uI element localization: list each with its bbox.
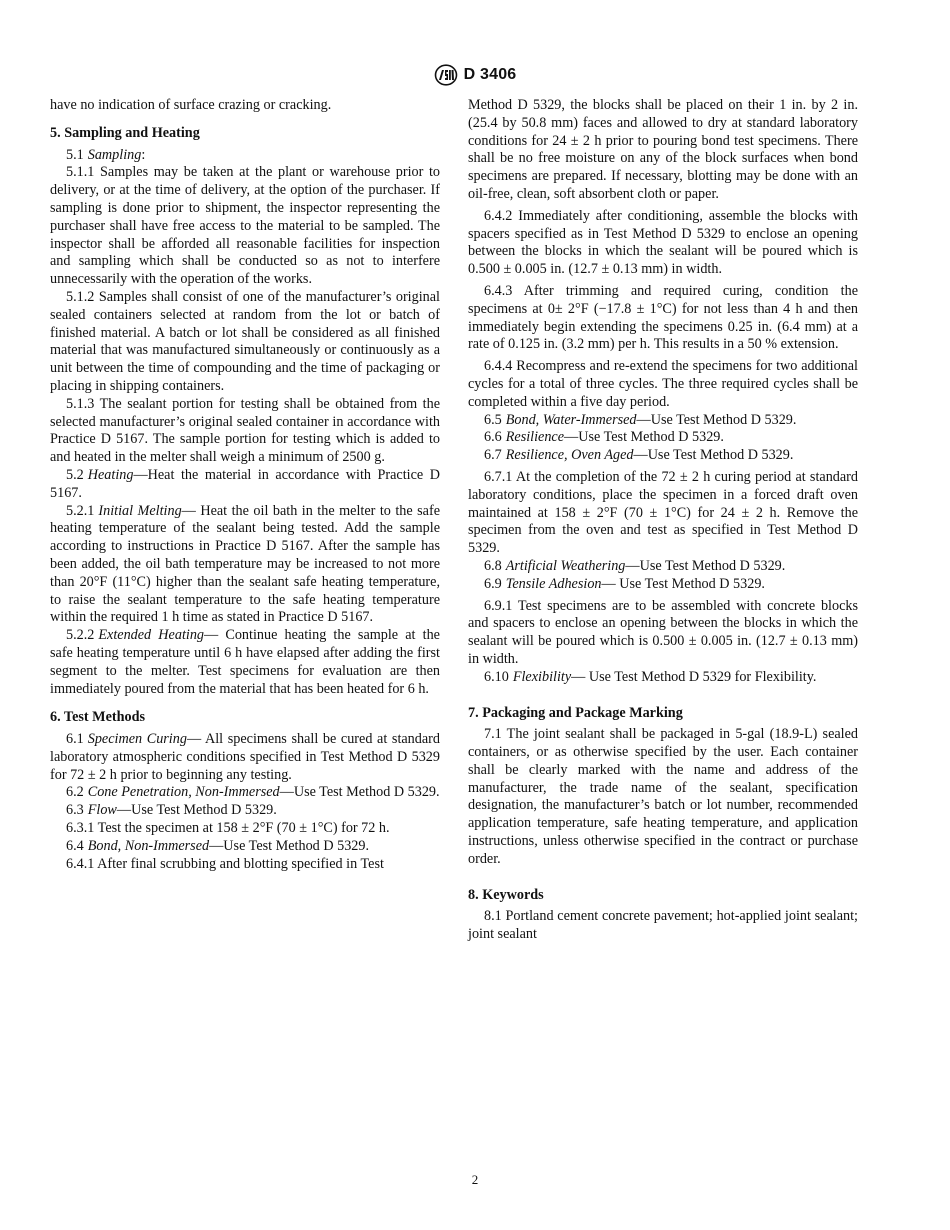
continued-paragraph-6-4-1: Method D 5329, the blocks shall be placed on their 1 in. by 2 in. (25.4 by 50.8 mm) faces and allowed to dry at standard laboratory conditions for 24 ± 2 h prior to pouring bond test specimens. There shall be no free moisture on any of the block surfaces when bond specimens are prepared. If necessary, blotting may be done with an oil-free, clean, soft absorbent cloth or paper. <box>468 97 858 202</box>
section-heading-6: 6. Test Methods <box>50 709 145 726</box>
standard-designation: D 3406 <box>463 66 517 83</box>
continued-paragraph: have no indication of surface crazing or cracking. <box>50 97 332 113</box>
paragraph-7-1: 7.1 The joint sealant shall be packaged in 5-gal (18.9-L) sealed containers, or as otherwise specified by the user. Each container shall be clearly marked with the name and address of the manufacturer, the trade name of the sealant, specification designation, the manufacturer’s batch or lot number, recommended application temperature, safe heating temperature, and application instructions, unless otherwise specified in the contract or purchase order. <box>468 726 858 867</box>
paragraph-6-10: 6.10 Flexibility— Use Test Method D 5329 for Flexibility. <box>484 668 817 685</box>
paragraph-6-2: 6.2 Cone Penetration, Non-Immersed—Use Test Method D 5329. <box>66 784 440 801</box>
astm-logo-icon <box>434 64 458 86</box>
section-heading-7: 7. Packaging and Package Marking <box>468 704 683 721</box>
paragraph-6-6: 6.6 Resilience—Use Test Method D 5329. <box>484 429 724 446</box>
section-heading-5: 5. Sampling and Heating <box>50 124 200 141</box>
paragraph-6-3-1: 6.3.1 Test the specimen at 158 ± 2°F (70 ± 1°C) for 72 h. <box>66 820 390 837</box>
paragraph-6-8: 6.8 Artificial Weathering—Use Test Method D 5329. <box>484 557 786 574</box>
paragraph-6-5: 6.5 Bond, Water-Immersed—Use Test Method D 5329. <box>484 411 797 428</box>
left-column <box>50 97 440 873</box>
section-heading-8: 8. Keywords <box>468 886 544 903</box>
paragraph-6-7: 6.7 Resilience, Oven Aged—Use Test Method D 5329. <box>484 447 794 464</box>
paragraph-6-4-2: 6.4.2 Immediately after conditioning, assemble the blocks with spacers specified as in Test Method D 5329 to enclose an opening between the blocks in which the sealant will be poured which is 0.500 ± 0.005 in. (12.7 ± 0.13 mm) in width. <box>468 207 858 278</box>
paragraph-5-1: 5.1 Sampling: <box>66 146 146 163</box>
paragraph-6-3: 6.3 Flow—Use Test Method D 5329. <box>66 802 277 819</box>
paragraph-6-7-1: 6.7.1 At the completion of the 72 ± 2 h curing period at standard laboratory conditions, place the specimen in a forced draft oven maintained at 158 ± 2°F (70 ± 1°C) for 24 ± 2 h. Remove the specimen from the oven and test as specified in Test Method D 5329. <box>468 468 858 557</box>
paragraph-5-1-1: 5.1.1 Samples may be taken at the plant or warehouse prior to delivery, or at the time of delivery, at the option of the purchaser. If sampling is done prior to shipment, the inspector representing the purchaser shall have free access to the material to be sampled. The inspector shall be afforded all reasonable facilities for inspection and sampling which shall be conducted so as not to interfere unnecessarily with the operation of the works. <box>50 164 440 288</box>
paragraph-6-4-3: 6.4.3 After trimming and required curing, condition the specimens at 0± 2°F (−17.8 ± 1°C) for not less than 4 h and then immediately begin extending the specimens 0.25 in. (6.4 mm) at a rate of 0.125 in. (3.2 mm) per h. This results in a 50 % extension. <box>468 282 858 353</box>
right-column <box>468 97 858 944</box>
paragraph-6-4-4: 6.4.4 Recompress and re-extend the specimens for two additional cycles for a total of three cycles. The three required cycles shall be completed within a five day period. <box>468 358 858 410</box>
paragraph-6-4: 6.4 Bond, Non-Immersed—Use Test Method D 5329. <box>66 837 370 854</box>
paragraph-8-1: 8.1 Portland cement concrete pavement; hot-applied joint sealant; joint sealant <box>468 908 858 943</box>
paragraph-5-2-2: 5.2.2 Extended Heating— Continue heating the sample at the safe heating temperature until 6 h have elapsed after adding the first segment to the melter. Test specimens for evaluation are then immediately poured from the material that has been heated for 6 h. <box>50 627 440 697</box>
paragraph-5-2-1: 5.2.1 Initial Melting— Heat the oil bath in the melter to the safe heating temperature of the sealant being tested. Add the sample according to instructions in Practice D 5167. After the sample has been added, the oil bath temperature may be increased to not more than 20°F (11°C) higher than the sealant safe heating temperature, to raise the sealant temperature to the safe heating temperature within the required 1 h time as stated in Practice D 5167. <box>50 502 440 626</box>
page-header <box>0 64 950 86</box>
paragraph-6-9: 6.9 Tensile Adhesion— Use Test Method D 5329. <box>484 575 765 592</box>
paragraph-6-4-1: 6.4.1 After final scrubbing and blotting specified in Test <box>66 855 384 872</box>
page-number: 2 <box>471 1172 479 1187</box>
paragraph-5-2: 5.2 Heating—Heat the material in accordance with Practice D 5167. <box>50 466 440 501</box>
paragraph-6-1: 6.1 Specimen Curing— All specimens shall be cured at standard laboratory atmospheric conditions specified in Test Method D 5329 for 72 ± 2 h prior to beginning any testing. <box>50 731 440 783</box>
paragraph-5-1-3: 5.1.3 The sealant portion for testing shall be obtained from the selected manufacturer’s original sealed container in accordance with Practice D 5167. The sample portion for testing which is added to and heated in the melter shall weigh a minimum of 2500 g. <box>50 395 440 466</box>
paragraph-5-1-2: 5.1.2 Samples shall consist of one of the manufacturer’s original sealed containers selected at random from the lot or batch of finished material. A batch or lot shall be considered as all finished material that was manufactured simultaneously or continuously as a unit between the time of compounding and the time of packaging or placing in shipping containers. <box>50 288 440 394</box>
paragraph-6-9-1: 6.9.1 Test specimens are to be assembled with concrete blocks and spacers to enclose an opening between the blocks in which the sealant will be poured which is 0.500 ± 0.005 in. (12.7 ± 0.13 mm) in width. <box>468 597 858 667</box>
